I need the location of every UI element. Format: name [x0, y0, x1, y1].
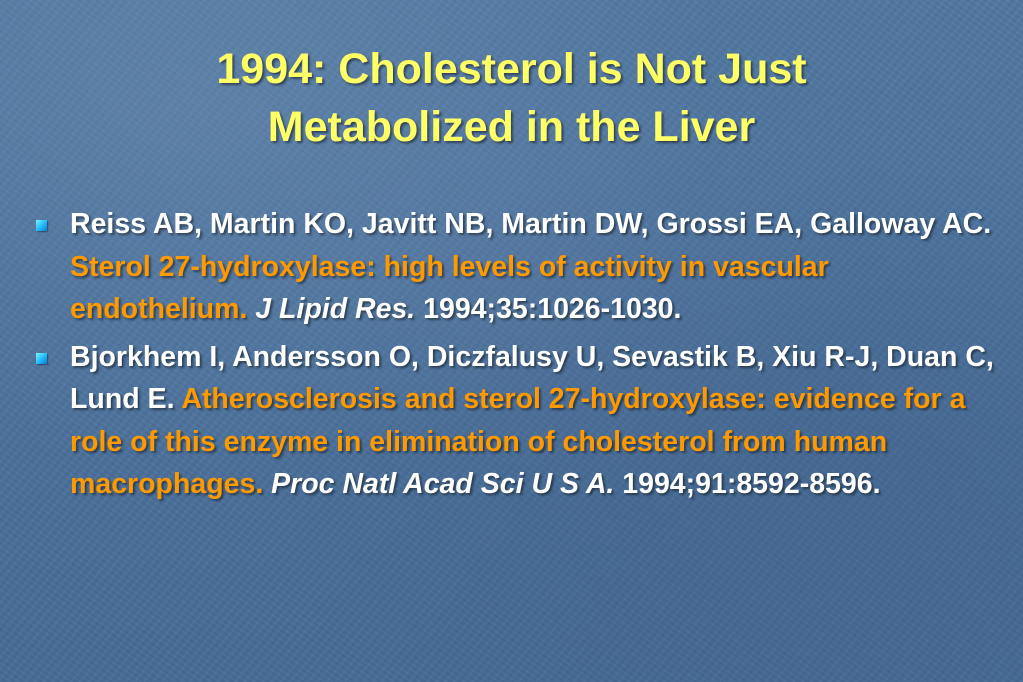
square-bullet-icon: [36, 353, 47, 364]
reference-authors: Reiss AB, Martin KO, Javitt NB, Martin DW, Grossi EA, Galloway AC.: [70, 208, 992, 240]
title-line-1: 1994: Cholesterol is Not Just: [216, 45, 807, 93]
reference-item-bjorkhem: [34, 336, 994, 506]
reference-article-title: Atherosclerosis and sterol 27-hydroxylase: evidence for a role of this enzyme in elimination of cholesterol from human macrophages.: [70, 383, 966, 500]
reference-citation: 1994;35:1026-1030.: [423, 293, 682, 325]
square-bullet-icon: [36, 220, 47, 231]
slide-title: [40, 40, 983, 156]
reference-list: [34, 203, 994, 511]
reference-journal: J Lipid Res.: [255, 293, 416, 325]
title-line-2: Metabolized in the Liver: [267, 103, 756, 151]
reference-authors: Bjorkhem I, Andersson O, Diczfalusy U, Sevastik B, Xiu R-J, Duan C, Lund E.: [70, 340, 994, 415]
reference-journal: Proc Natl Acad Sci U S A.: [271, 468, 615, 500]
reference-item-reiss: [34, 203, 994, 331]
reference-article-title: Sterol 27-hydroxylase: high levels of activity in vascular endothelium.: [70, 250, 829, 325]
reference-citation: 1994;91:8592-8596.: [622, 468, 881, 500]
